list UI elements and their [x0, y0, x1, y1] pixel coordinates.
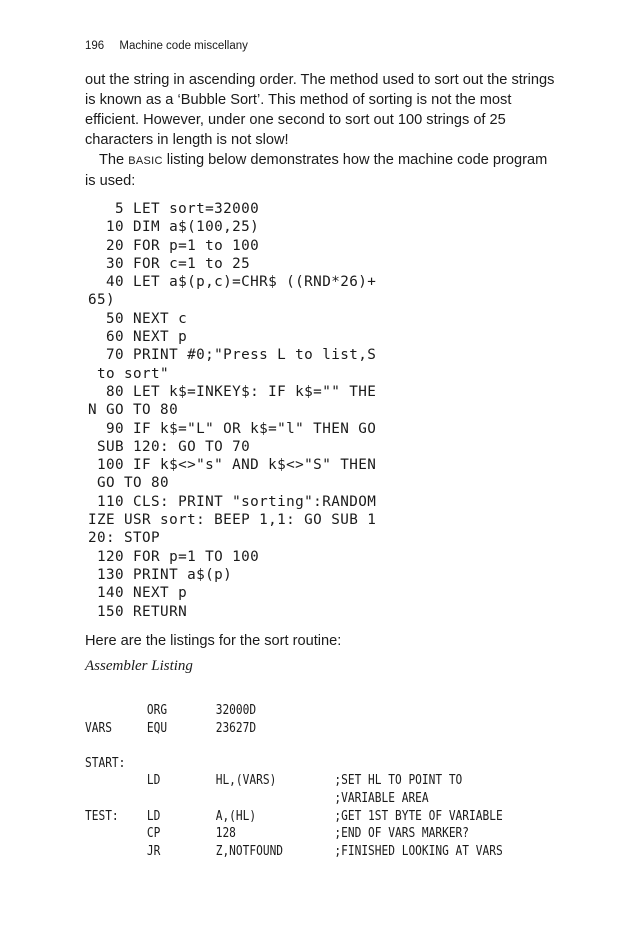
- asm-opcode: EQU: [146, 720, 168, 736]
- asm-label: START:: [85, 755, 126, 771]
- asm-comment: ;SET HL TO POINT TO: [334, 773, 463, 789]
- asm-label: VARS: [85, 720, 112, 736]
- para2-after: listing below demonstrates how the machine code program is used:: [85, 152, 548, 189]
- asm-operand: 23627D: [215, 720, 257, 736]
- asm-label: TEST:: [85, 808, 119, 824]
- asm-opcode: ORG: [146, 703, 168, 718]
- basic-line: 65): [88, 292, 116, 309]
- basic-line: SUB 120: GO TO 70: [88, 438, 251, 455]
- basic-listing: [88, 200, 376, 621]
- basic-line: 70 PRINT #0;"Press L to list,S: [88, 347, 377, 364]
- basic-line: IZE USR sort: BEEP 1,1: GO SUB 1: [88, 512, 377, 529]
- asm-opcode: JR: [146, 843, 161, 859]
- page-header: [85, 40, 248, 52]
- asm-row: [85, 720, 549, 738]
- assembler-caption: Assembler Listing: [85, 658, 193, 674]
- asm-row: [85, 843, 549, 861]
- asm-opcode: LD: [146, 808, 161, 824]
- body-text-top: [85, 70, 555, 191]
- basic-line: 90 IF k$="L" OR k$="l" THEN GO: [88, 420, 377, 437]
- basic-line: N GO TO 80: [88, 402, 179, 419]
- basic-line: 10 DIM a$(100,25): [88, 219, 260, 236]
- asm-row: [85, 790, 549, 808]
- basic-line: 120 FOR p=1 TO 100: [88, 548, 260, 565]
- paragraph-listings-intro: Here are the listings for the sort routine:: [85, 633, 342, 649]
- basic-line: 80 LET k$=INKEY$: IF k$="" THE: [88, 383, 377, 400]
- basic-line: GO TO 80: [88, 475, 170, 492]
- asm-operand: 128: [215, 826, 236, 842]
- asm-opcode: CP: [146, 826, 161, 842]
- asm-comment: ;END OF VARS MARKER?: [334, 826, 470, 842]
- asm-operand: 32000D: [215, 703, 257, 718]
- body-text-bottom: [85, 631, 555, 651]
- basic-line: to sort": [88, 365, 170, 382]
- asm-opcode: LD: [146, 773, 161, 789]
- assembler-listing: [85, 702, 549, 860]
- basic-line: 50 NEXT c: [88, 310, 188, 327]
- asm-row: [85, 702, 549, 720]
- asm-row: [85, 755, 549, 773]
- asm-comment: ;FINISHED LOOKING AT VARS: [334, 843, 503, 859]
- basic-line: 60 NEXT p: [88, 329, 188, 346]
- basic-line: 20 FOR p=1 to 100: [88, 237, 260, 254]
- paragraph-basic-intro: [85, 150, 555, 191]
- basic-line: 150 RETURN: [88, 603, 188, 620]
- basic-line: 110 CLS: PRINT "sorting":RANDOM: [88, 493, 377, 510]
- running-title: Machine code miscellany: [119, 40, 248, 52]
- basic-smallcaps: BASIC: [128, 155, 163, 167]
- basic-line: 140 NEXT p: [88, 585, 188, 602]
- basic-line: 40 LET a$(p,c)=CHR$ ((RND*26)+: [88, 274, 377, 291]
- asm-comment: ;GET 1ST BYTE OF VARIABLE: [334, 808, 503, 824]
- basic-line: 5 LET sort=32000: [88, 201, 260, 217]
- asm-operand: A,(HL): [215, 808, 257, 824]
- paragraph-bubble-sort: out the string in ascending order. The method used to sort out the strings is known as a ‘Bubble Sort’. This method of sorting is not the most efficient. However, under one second to sort out 100 strings of 25 characters in length is not slow!: [85, 72, 555, 148]
- asm-row: [85, 808, 549, 826]
- para2-before: The: [99, 152, 129, 168]
- asm-operand: Z,NOTFOUND: [215, 843, 284, 859]
- basic-line: 30 FOR c=1 to 25: [88, 255, 251, 272]
- asm-row: [85, 825, 549, 843]
- asm-row: [85, 772, 549, 790]
- asm-operand: HL,(VARS): [215, 773, 277, 789]
- asm-gap: [85, 737, 549, 755]
- basic-line: 130 PRINT a$(p): [88, 566, 233, 583]
- basic-line: 100 IF k$<>"s" AND k$<>"S" THEN: [88, 457, 377, 474]
- page-number: 196: [85, 40, 105, 52]
- asm-comment: ;VARIABLE AREA: [334, 790, 429, 806]
- basic-line: 20: STOP: [88, 530, 161, 547]
